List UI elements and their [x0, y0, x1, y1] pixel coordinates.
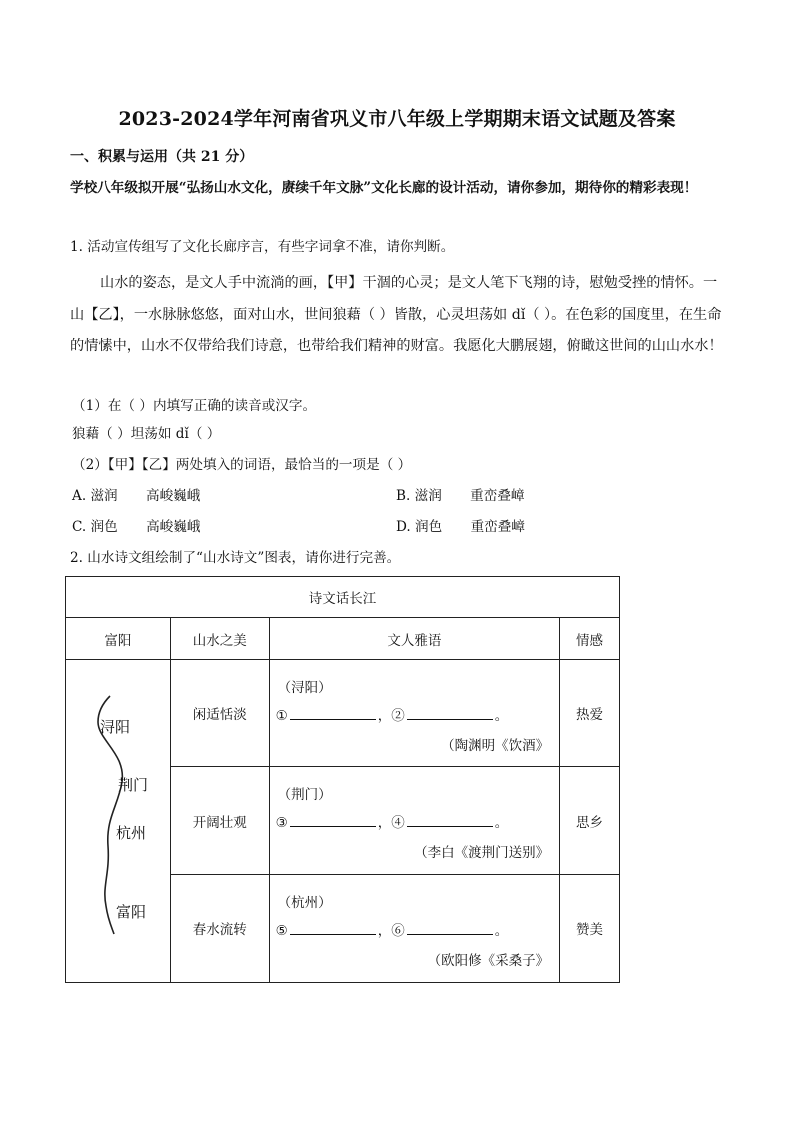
- option-label: C. 润色: [72, 519, 118, 535]
- question-1-sub2: （2）【甲】【乙】两处填入的词语，最恰当的一项是（ ）: [72, 457, 412, 473]
- map-label-jingmen: 荆门: [118, 776, 149, 795]
- table-caption: 诗文话长江: [66, 577, 620, 618]
- punctuation: 。: [494, 815, 509, 832]
- activity-intro: 学校八年级拟开展“弘扬山水文化，赓续千年文脉”文化长廊的设计活动，请你参加，期待你的精彩表现！: [70, 180, 698, 196]
- blank-number: ①: [275, 708, 288, 725]
- option-text: 重峦叠嶂: [470, 488, 525, 504]
- question-1-sub1: （1）在（ ）内填写正确的读音或汉字。: [72, 398, 317, 414]
- verse-line: [276, 919, 509, 939]
- option-text: 重峦叠嶂: [470, 519, 525, 535]
- fill-blank[interactable]: [407, 922, 493, 935]
- option-a: [72, 490, 200, 504]
- verse-place: （杭州）: [277, 894, 332, 911]
- verse-cell: [269, 767, 559, 874]
- question-1-paragraph: 山水的姿态，是文人手中流淌的画，【甲】干涸的心灵；是文人笔下飞翔的诗，慰勉受挫的情怀。一山【乙】，一水脉脉悠悠，面对山水，世间狼藉（ ）皆散，心灵坦荡如 dǐ（ ）。在色彩的国度里，在生命的情愫中，山水不仅带给我们诗意，也带给我们精神的财富。我愿化大鹏展翅，俯瞰这世间的山山水水！: [70, 275, 723, 354]
- option-d: [396, 521, 525, 535]
- verse-place: （浔阳）: [277, 680, 332, 697]
- option-text: 高峻巍峨: [146, 519, 201, 535]
- punctuation: 。: [494, 922, 509, 939]
- document-title: 2023-2024学年河南省巩义市八年级上学期期末语文试题及答案: [118, 108, 676, 130]
- river-map-cell: [66, 660, 171, 983]
- verse-line: [276, 704, 509, 724]
- fill-blank[interactable]: [407, 707, 493, 720]
- fill-blank[interactable]: [407, 814, 493, 827]
- emotion-cell: 赞美: [560, 874, 620, 982]
- verse-cell: [269, 660, 559, 767]
- fill-blank[interactable]: [290, 707, 376, 720]
- fill-blank[interactable]: [290, 922, 376, 935]
- blank-number: ，④: [377, 815, 405, 832]
- header-cell: 文人雅语: [269, 618, 559, 660]
- section-heading: 一、积累与运用（共 21 分）: [70, 149, 254, 165]
- map-label-xunyang: 浔阳: [100, 718, 131, 737]
- verse-source: （陶渊明《饮酒》: [441, 738, 550, 755]
- emotion-cell: 思乡: [560, 767, 620, 874]
- header-cell: 情感: [560, 618, 620, 660]
- verse-line: [276, 811, 509, 831]
- option-b: [396, 490, 525, 504]
- blank-number: ③: [275, 815, 288, 832]
- question-2-stem: 2. 山水诗文组绘制了“山水诗文”图表，请你进行完善。: [70, 550, 401, 566]
- option-label: D. 润色: [396, 519, 443, 535]
- map-label-hangzhou: 杭州: [116, 824, 147, 843]
- river-map: [66, 660, 171, 982]
- option-label: B. 滋润: [396, 488, 442, 504]
- blank-number: ，⑥: [377, 922, 405, 939]
- poetry-table: [65, 576, 620, 983]
- beauty-cell: 春水流转: [170, 874, 269, 982]
- beauty-cell: 开阔壮观: [170, 767, 269, 874]
- verse-source: （欧阳修《采桑子》: [427, 952, 550, 969]
- beauty-cell: 闲适恬淡: [170, 660, 269, 767]
- header-cell: 富阳: [66, 618, 171, 660]
- punctuation: 。: [494, 708, 509, 725]
- emotion-cell: 热爱: [560, 660, 620, 767]
- map-label-fuyang: 富阳: [116, 903, 147, 922]
- blank-number: ，②: [377, 708, 405, 725]
- option-label: A. 滋润: [72, 488, 118, 504]
- verse-cell: [269, 874, 559, 982]
- header-cell: 山水之美: [170, 618, 269, 660]
- blank-number: ⑤: [275, 922, 288, 939]
- question-1-sub1-fill: 狼藉（ ）坦荡如 dǐ（ ）: [72, 426, 221, 442]
- verse-place: （荆门）: [277, 787, 332, 804]
- question-1-stem: 1. 活动宣传组写了文化长廊序言，有些字词拿不准，请你判断。: [70, 239, 455, 255]
- option-text: 高峻巍峨: [145, 488, 201, 504]
- verse-source: （李白《渡荆门送别》: [414, 845, 550, 862]
- fill-blank[interactable]: [290, 814, 376, 827]
- option-c: [72, 521, 200, 535]
